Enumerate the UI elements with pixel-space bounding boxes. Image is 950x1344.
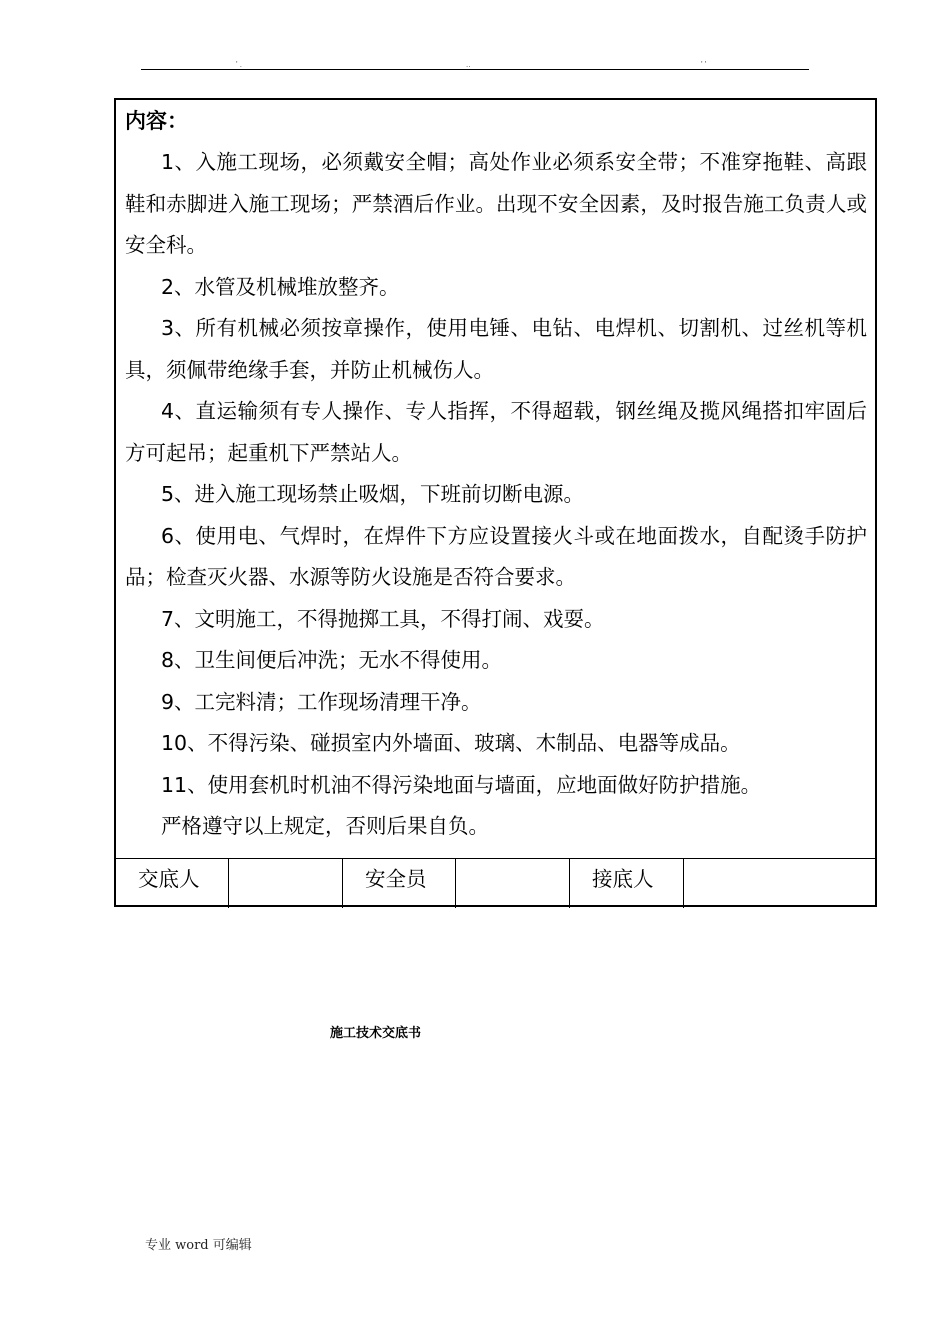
signature-row: [116, 858, 875, 908]
rule-paragraph: 7、文明施工，不得抛掷工具，不得打闹、戏耍。: [161, 606, 605, 631]
rule-paragraph: 4、直运输须有专人操作、专人指挥，不得超载，钢丝绳及揽风绳搭扣牢固后方可起吊；起重机下严禁站人。: [125, 399, 867, 465]
safety-disclosure-table: [114, 98, 877, 907]
safety-officer-signature-field[interactable]: [456, 859, 570, 908]
content-heading: 内容：: [125, 109, 188, 133]
content-cell: [116, 100, 875, 858]
safety-officer-label: 安全员: [343, 859, 456, 908]
header-mark-3: ' ': [701, 60, 707, 69]
receiver-signature-field[interactable]: [684, 859, 875, 908]
rule-paragraph: 10、不得污染、碰损室内外墙面、玻璃、木制品、电器等成品。: [161, 731, 741, 755]
discloser-label: 交底人: [116, 859, 229, 908]
rule-paragraph: 1、入施工现场，必须戴安全帽；高处作业必须系安全带；不准穿拖鞋、高跟鞋和赤脚进入施工现场；严禁酒后作业。出现不安全因素，及时报告施工负责人或安全科。: [125, 150, 867, 257]
rule-paragraph: 6、使用电、气焊时，在焊件下方应设置接火斗或在地面拨水，自配烫手防护品；检查灭火器、水源等防火设施是否符合要求。: [125, 523, 867, 589]
receiver-label: 接底人: [570, 859, 684, 908]
closing-statement: 严格遵守以上规定，否则后果自负。: [161, 814, 489, 838]
next-document-title: 施工技术交底书: [330, 1026, 422, 1041]
rule-paragraph: 8、卫生间便后冲洗；无水不得使用。: [161, 648, 503, 672]
rule-paragraph: 3、所有机械必须按章操作，使用电锤、电钻、电焊机、切割机、过丝机等机具，须佩带绝缘手套，并防止机械伤人。: [125, 316, 867, 382]
page-footer: 专业 word 可编辑: [145, 1238, 252, 1253]
rule-paragraph: 11、使用套机时机油不得污染地面与墙面，应地面做好防护措施。: [161, 772, 762, 797]
header-rule: [141, 69, 809, 70]
discloser-signature-field[interactable]: [229, 859, 343, 908]
rule-paragraph: 2、水管及机械堆放整齐。: [161, 274, 400, 299]
header-mark-2: ..: [466, 60, 471, 69]
header-mark-1: ' .: [236, 60, 242, 69]
rule-paragraph: 9、工完料清；工作现场清理干净。: [161, 689, 482, 714]
rule-paragraph: 5、进入施工现场禁止吸烟，下班前切断电源。: [161, 482, 585, 506]
